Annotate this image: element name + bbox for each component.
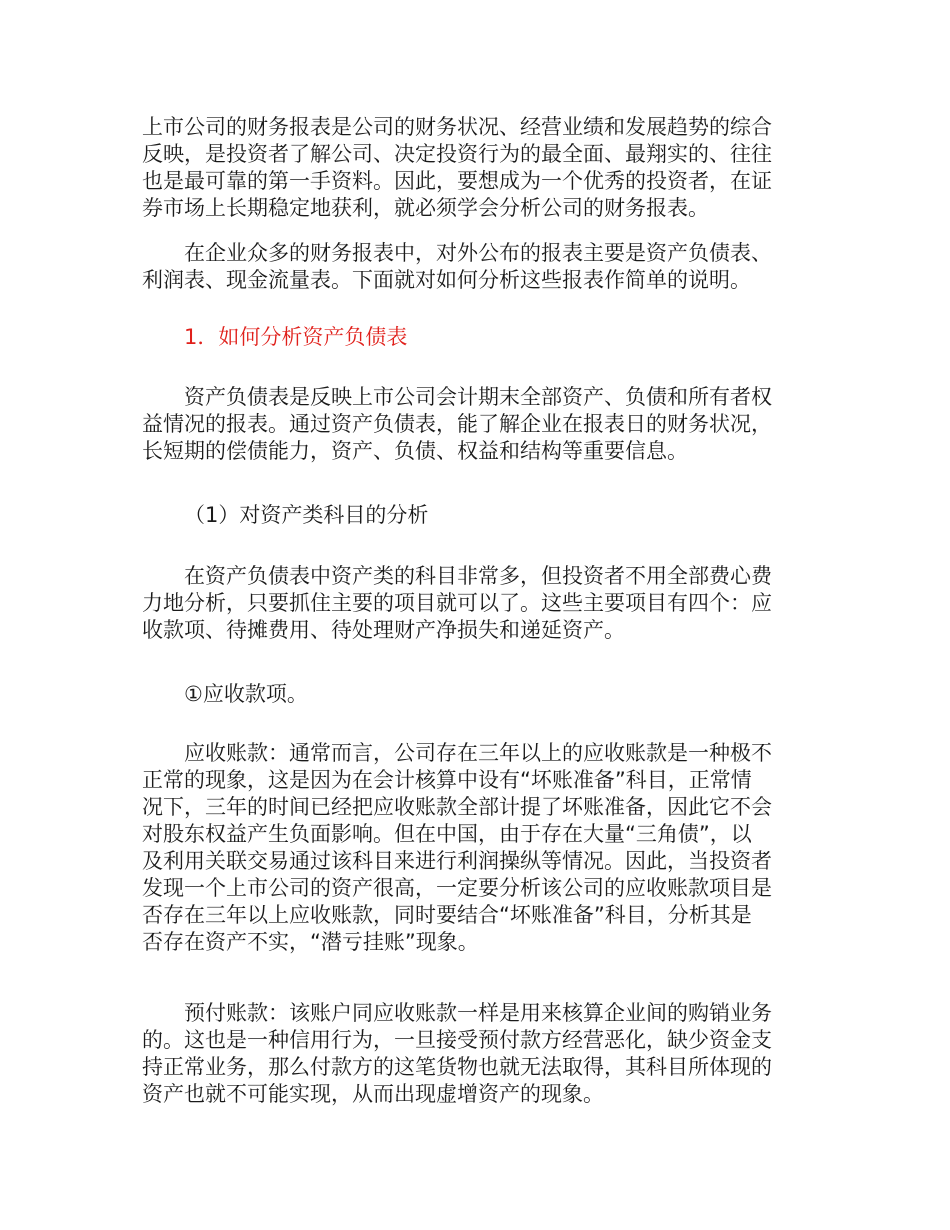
receivables-line: 发现一个上市公司的资产很高，一定要分析该公司的应收账款项目是: [142, 876, 772, 900]
receivables-line: 正常的现象，这是因为在会计核算中设有“坏账准备”科目，正常情: [142, 768, 752, 792]
subsection-paragraph-line: 力地分析，只要抓住主要的项目就可以了。这些主要项目有四个：应: [142, 591, 772, 615]
subsection-paragraph-line: 收款项、待摊费用、待处理财产净损失和递延资产。: [142, 618, 625, 642]
subsection-paragraph: [142, 563, 808, 644]
section-heading: [142, 324, 808, 351]
section-paragraph: [142, 384, 808, 465]
section-paragraph-line: 资产负债表是反映上市公司会计期末全部资产、负债和所有者权: [184, 385, 772, 409]
prepayments-paragraph: [142, 1000, 808, 1108]
intro-paragraph-1: [142, 114, 808, 222]
section-paragraph-line: 长短期的偿债能力，资产、负债、权益和结构等重要信息。: [142, 439, 688, 463]
receivables-line: 及利用关联交易通过该科目来进行利润操纵等情况。因此，当投资者: [142, 849, 772, 873]
prepayments-line: 资产也就不可能实现，从而出现虚增资产的现象。: [142, 1082, 604, 1106]
receivables-line: 否存在三年以上应收账款，同时要结合“坏账准备”科目，分析其是: [142, 903, 752, 927]
prepayments-line: 预付账款：该账户同应收账款一样是用来核算企业间的购销业务: [184, 1001, 772, 1025]
intro-paragraph-1-line: 上市公司的财务报表是公司的财务状况、经营业绩和发展趋势的综合: [142, 115, 772, 139]
item-heading-text: ①应收款项。: [184, 682, 308, 706]
subsection-paragraph-line: 在资产负债表中资产类的科目非常多，但投资者不用全部费心费: [184, 564, 772, 588]
subsection-heading: [142, 502, 808, 529]
receivables-line: 应收账款：通常而言，公司存在三年以上的应收账款是一种极不: [184, 741, 772, 765]
prepayments-line: 的。这也是一种信用行为，一旦接受预付款方经营恶化，缺少资金支: [142, 1028, 772, 1052]
intro-paragraph-1-line: 券市场上长期稳定地获利，就必须学会分析公司的财务报表。: [142, 196, 709, 220]
intro-paragraph-1-line: 反映，是投资者了解公司、决定投资行为的最全面、最翔实的、往往: [142, 142, 772, 166]
subsection-heading-text: （1）对资产类科目的分析: [184, 503, 429, 527]
section-paragraph-line: 益情况的报表。通过资产负债表，能了解企业在报表日的财务状况，: [142, 412, 772, 436]
prepayments-line: 持正常业务，那么付款方的这笔货物也就无法取得，其科目所体现的: [142, 1055, 772, 1079]
intro-paragraph-1-line: 也是最可靠的第一手资料。因此，要想成为一个优秀的投资者，在证: [142, 169, 772, 193]
receivables-line: 否存在资产不实，“潜亏挂账”现象。: [142, 930, 479, 954]
intro-paragraph-2: [142, 240, 808, 294]
receivables-paragraph: [142, 740, 808, 956]
intro-paragraph-2-line: 利润表、现金流量表。下面就对如何分析这些报表作简单的说明。: [142, 268, 751, 292]
intro-paragraph-2-line: 在企业众多的财务报表中，对外公布的报表主要是资产负债表、: [184, 241, 772, 265]
item-heading: [142, 681, 808, 708]
receivables-line: 况下，三年的时间已经把应收账款全部计提了坏账准备，因此它不会: [142, 795, 772, 819]
receivables-line: 对股东权益产生负面影响。但在中国，由于存在大量“三角债”，以: [142, 822, 752, 846]
section-heading-text: 1．如何分析资产负债表: [184, 325, 408, 349]
